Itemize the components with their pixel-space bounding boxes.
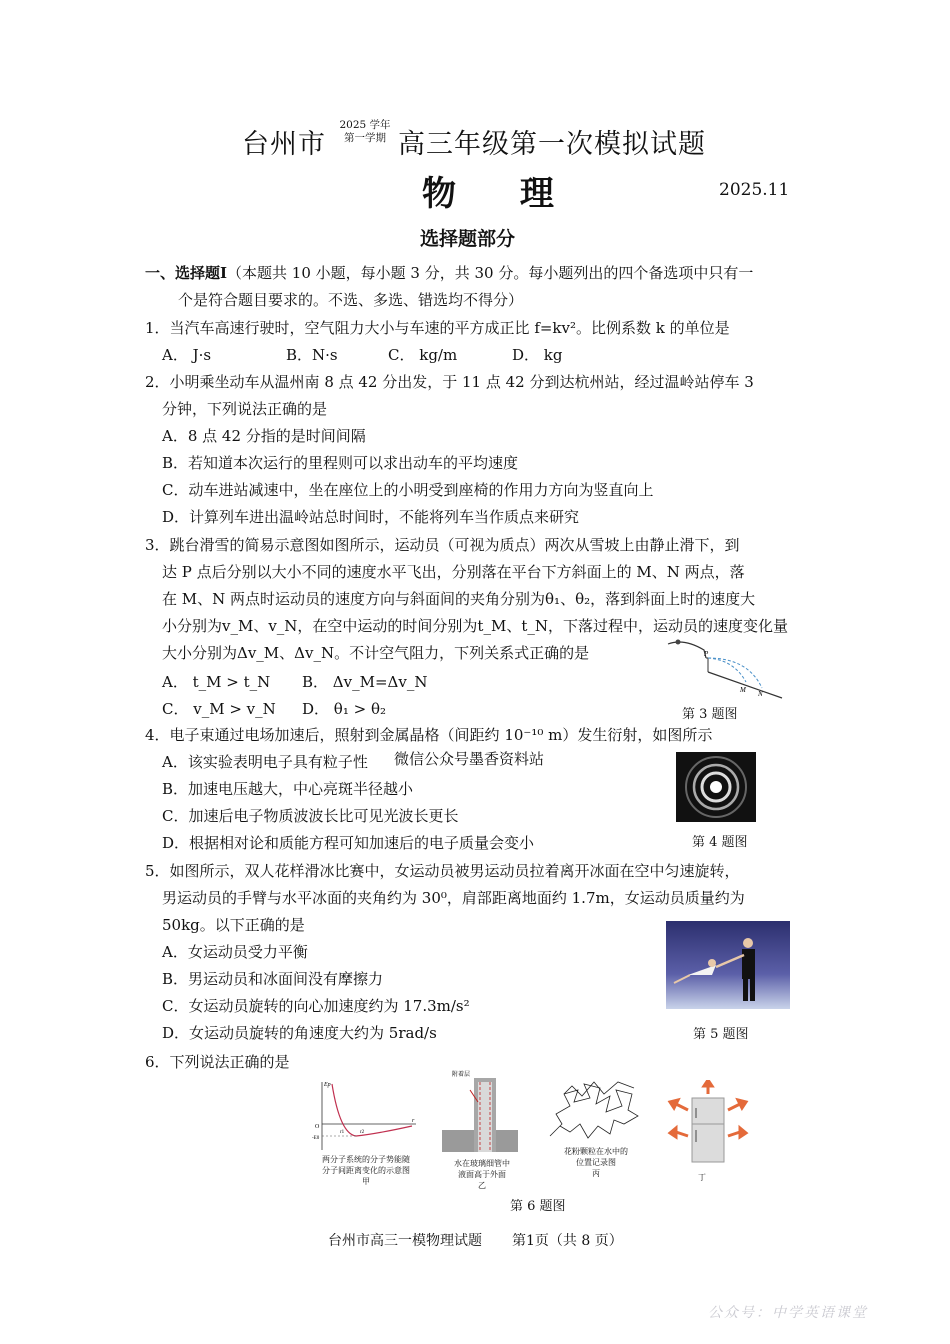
q6-fig-yi-label: 乙 (478, 1181, 486, 1190)
q6-fig-label-r: r (412, 1118, 415, 1124)
q3-caption: 第 3 题图 (682, 707, 738, 722)
q3-option-c: C． v_M > v_N (162, 700, 276, 718)
q6-fig-refrigerator (666, 1080, 750, 1172)
q4-option-a: A．该实验表明电子具有粒子性 (162, 753, 368, 771)
q3-fig-label-m: M (740, 686, 746, 694)
q6-fig-bing-caption-line1: 花粉颗粒在水中的 (564, 1147, 628, 1156)
exam-date: 2025.11 (719, 180, 790, 200)
q4-caption: 第 4 题图 (692, 835, 748, 850)
title-city: 台州市 (242, 129, 326, 160)
q6-fig-label-r2: r2 (360, 1130, 365, 1135)
q2-stem-line2: 分钟，下列说法正确的是 (162, 400, 328, 418)
q4-overlay-text: 微信公众号墨香资料站 (394, 750, 545, 768)
q3-stem-line1: 3．跳台滑雪的简易示意图如图所示，运动员（可视为质点）两次从雪坡上由静止滑下，到 (145, 536, 740, 554)
q6-fig-capillary (440, 1070, 520, 1156)
q2-option-a: A．8 点 42 分指的是时间间隔 (162, 427, 366, 445)
part1-heading: 一、选择题Ⅰ (145, 264, 228, 282)
q2-option-d: D．计算列车进出温岭站总时间时，不能将列车当作质点来研究 (162, 508, 580, 526)
q5-option-d: D．女运动员旋转的角速度大约为 5rad/s (162, 1024, 437, 1042)
q6-fig-yi-caption-line2: 液面高于外面 (458, 1170, 506, 1179)
subject-title: 物 理 (422, 174, 580, 214)
q4-diffraction-image (676, 752, 756, 822)
part1-desc1: （本题共 10 小题，每小题 3 分，共 30 分。每小题列出的四个备选项中只有一 (227, 264, 754, 282)
q3-stem-line4: 小分别为v_M、v_N，在空中运动的时间分别为t_M、t_N，下落过程中，运动员的速度变化量 (162, 617, 788, 635)
q1-option-a: A． J·s (162, 346, 212, 364)
q6-fig-label-r1: r1 (340, 1130, 345, 1135)
q3-stem-line2: 达 P 点后分别以大小不同的速度水平飞出，分别落在平台下方斜面上的 M、N 两点，落 (162, 563, 745, 581)
q3-option-d: D． θ₁ > θ₂ (302, 700, 386, 718)
q6-fig-label-e0: -E0 (312, 1136, 320, 1141)
q1-option-b: B．N·s (286, 346, 338, 364)
q5-option-c: C．女运动员旋转的向心加速度约为 17.3m/s² (162, 997, 470, 1015)
q5-caption: 第 5 题图 (693, 1027, 749, 1042)
title-year-line1: 2025 学年 (339, 119, 391, 131)
q6-fig-jia-caption-line1: 两分子系统的分子势能随 (322, 1155, 410, 1164)
q1-stem: 1．当汽车高速行驶时，空气阻力大小与车速的平方成正比 f=kv²。比例系数 k 的单位是 (145, 319, 730, 337)
q5-stem-line2: 男运动员的手臂与水平冰面的夹角约为 30⁰，肩部距离地面约 1.7m，女运动员质量约为 (162, 889, 745, 907)
part1-desc2: 个是符合题目要求的。不选、多选、错选均不得分） (178, 291, 524, 309)
q4-option-d: D．根据相对论和质能方程可知加速后的电子质量会变小 (162, 834, 535, 852)
section-title: 选择题部分 (420, 228, 516, 250)
q6-fig-bing-caption (552, 1146, 640, 1179)
q4-stem: 4．电子束通过电场加速后，照射到金属晶格（间距约 10⁻¹⁰ m）发生衍射，如图所示 (145, 726, 713, 744)
q3-option-a: A． t_M > t_N (162, 673, 271, 691)
q3-fig-label-n: N (758, 690, 763, 698)
q5-option-a: A．女运动员受力平衡 (162, 943, 308, 961)
q1-option-c: C． kg/m (388, 346, 458, 364)
q1-option-d: D． kg (512, 346, 563, 364)
q3-option-b: B． Δv_M=Δv_N (302, 673, 428, 691)
q5-stem-line1: 5．如图所示，双人花样滑冰比赛中，女运动员被男运动员拉着离开冰面在空中匀速旋转， (145, 862, 740, 880)
q6-fig-yi-caption-line1: 水在玻璃细管中 (454, 1159, 510, 1168)
q6-caption: 第 6 题图 (510, 1199, 566, 1214)
q6-fig-jia-label: 甲 (362, 1177, 370, 1186)
q5-skating-photo (666, 921, 790, 1009)
q6-stem: 6．下列说法正确的是 (145, 1053, 290, 1071)
q2-stem-line1: 2．小明乘坐动车从温州南 8 点 42 分出发，于 11 点 42 分到达杭州站，经过温岭站停车 3 (145, 373, 754, 391)
q6-fig-label-adhesion: 附着层 (452, 1071, 471, 1078)
q6-fig-jia-caption (314, 1154, 418, 1187)
title-rest: 高三年级第一次模拟试题 (398, 129, 706, 160)
q6-fig-label-ep: Ep (324, 1082, 331, 1088)
q6-fig-brownian-motion (544, 1076, 644, 1146)
title-year-line2: 第一学期 (344, 132, 386, 144)
q6-fig-bing-caption-line2: 位置记录图 (576, 1158, 616, 1167)
part1-intro (145, 263, 753, 283)
q3-stem-line5: 大小分别为Δv_M、Δv_N。不计空气阻力，下列关系式正确的是 (162, 644, 590, 662)
watermark: 公众号：中学英语课堂 (708, 1305, 868, 1321)
q5-stem-line3: 50kg。以下正确的是 (162, 916, 305, 934)
q3-stem-line3: 在 M、N 两点时运动员的速度方向与斜面间的夹角分别为θ₁、θ₂，落到斜面上时的速度大 (162, 590, 756, 608)
q6-fig-label-origin: O (315, 1124, 320, 1130)
q2-option-b: B．若知道本次运行的里程则可以求出动车的平均速度 (162, 454, 519, 472)
q6-fig-bing-label: 丙 (592, 1169, 600, 1178)
q6-fig-potential-energy-graph (312, 1078, 420, 1158)
q6-fig-yi-caption (444, 1158, 520, 1191)
title-year-box (332, 119, 398, 145)
q5-option-b: B．男运动员和冰面间没有摩擦力 (162, 970, 384, 988)
q2-option-c: C．动车进站减速中，坐在座位上的小明受到座椅的作用力方向为竖直向上 (162, 481, 654, 499)
q6-fig-ding-label: 丁 (698, 1173, 706, 1182)
q3-fig-label-p: P (704, 650, 709, 658)
footer-title: 台州市高三一模物理试题 (328, 1233, 482, 1249)
q4-option-c: C．加速后电子物质波波长比可见光波长更长 (162, 807, 459, 825)
q6-fig-jia-caption-line2: 分子间距离变化的示意图 (322, 1166, 410, 1175)
q4-option-b: B．加速电压越大，中心亮斑半径越小 (162, 780, 414, 798)
q3-ski-jump-figure (664, 636, 786, 702)
footer-page-number: 第1页（共 8 页） (512, 1233, 623, 1249)
